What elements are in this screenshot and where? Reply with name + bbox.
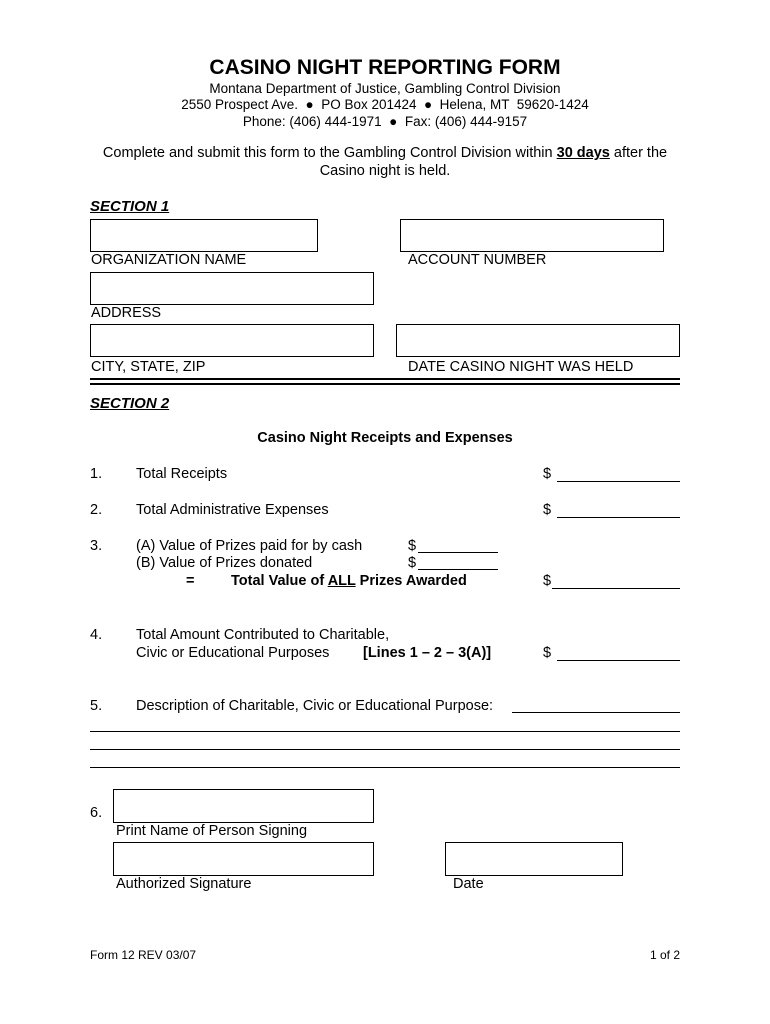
admin-expenses-label: Total Administrative Expenses: [136, 502, 329, 518]
contributed-amount-field[interactable]: [557, 660, 680, 661]
section-2-heading: SECTION 2: [90, 395, 170, 412]
purpose-description-line-2[interactable]: [90, 731, 680, 732]
signature-label: Authorized Signature: [116, 876, 252, 892]
casino-night-date-label: DATE CASINO NIGHT WAS HELD: [408, 359, 634, 375]
dollar-sign: $: [408, 555, 417, 571]
organization-name-field[interactable]: [90, 219, 318, 252]
casino-night-date-field[interactable]: [396, 324, 680, 357]
page-number: 1 of 2: [649, 948, 680, 962]
instructions-deadline: 30 days: [556, 145, 610, 161]
section-1-heading: SECTION 1: [90, 198, 170, 215]
prizes-donated-field[interactable]: [418, 569, 498, 570]
equals-sign: =: [186, 573, 195, 589]
prizes-cash-field[interactable]: [418, 552, 498, 553]
section-divider-bottom: [90, 383, 680, 385]
department-line: Montana Department of Justice, Gambling Control Division: [209, 81, 561, 96]
prizes-cash-label: (A) Value of Prizes paid for by cash: [136, 538, 363, 554]
organization-name-label: ORGANIZATION NAME: [91, 252, 247, 268]
total-receipts-field[interactable]: [557, 481, 680, 482]
address-field[interactable]: [90, 272, 374, 305]
item-5-number: 5.: [90, 698, 103, 714]
dollar-sign: $: [543, 502, 552, 518]
instructions: [80, 144, 690, 180]
purpose-description-line-1[interactable]: [512, 712, 680, 713]
total-prizes-post: Prizes Awarded: [355, 573, 467, 589]
dollar-sign: $: [543, 645, 552, 661]
prizes-donated-label: (B) Value of Prizes donated: [136, 555, 313, 571]
instructions-pre: Complete and submit this form to the Gambling Control Division within: [102, 145, 557, 161]
city-state-zip-field[interactable]: [90, 324, 374, 357]
item-6-number: 6.: [90, 805, 103, 821]
total-prizes-label: [231, 573, 467, 589]
dollar-sign: $: [408, 538, 417, 554]
print-name-label: Print Name of Person Signing: [116, 823, 308, 839]
item-2-number: 2.: [90, 502, 103, 518]
instructions-post: after the Casino night is held.: [319, 145, 668, 179]
section-divider-top: [90, 378, 680, 380]
contributed-label-line1: Total Amount Contributed to Charitable,: [136, 627, 390, 643]
admin-expenses-field[interactable]: [557, 517, 680, 518]
total-prizes-field[interactable]: [552, 588, 680, 589]
signature-field[interactable]: [113, 842, 374, 876]
contributed-label-line2: Civic or Educational Purposes: [136, 645, 330, 661]
total-receipts-label: Total Receipts: [136, 466, 228, 482]
city-state-zip-label: CITY, STATE, ZIP: [91, 359, 206, 375]
address-line: 2550 Prospect Ave. ● PO Box 201424 ● Helena, MT 59620-1424: [181, 97, 589, 112]
total-prizes-all: ALL: [327, 573, 356, 589]
account-number-label: ACCOUNT NUMBER: [408, 252, 547, 268]
signature-date-field[interactable]: [445, 842, 623, 876]
total-prizes-pre: Total Value of: [231, 573, 328, 589]
print-name-field[interactable]: [113, 789, 374, 823]
phone-fax-line: Phone: (406) 444-1971 ● Fax: (406) 444-9157: [242, 114, 528, 129]
item-1-number: 1.: [90, 466, 103, 482]
purpose-description-label: Description of Charitable, Civic or Educational Purpose:: [136, 698, 494, 714]
form-id: Form 12 REV 03/07: [90, 948, 197, 962]
dollar-sign: $: [543, 573, 552, 589]
address-label: ADDRESS: [91, 305, 162, 321]
purpose-description-line-3[interactable]: [90, 749, 680, 750]
purpose-description-line-4[interactable]: [90, 767, 680, 768]
dollar-sign: $: [543, 466, 552, 482]
signature-date-label: Date: [453, 876, 484, 892]
item-4-number: 4.: [90, 627, 103, 643]
form-title: CASINO NIGHT REPORTING FORM: [209, 56, 561, 79]
account-number-field[interactable]: [400, 219, 664, 252]
receipts-expenses-heading: Casino Night Receipts and Expenses: [257, 430, 513, 446]
item-3-number: 3.: [90, 538, 103, 554]
contributed-formula: [Lines 1 – 2 – 3(A)]: [363, 645, 492, 661]
